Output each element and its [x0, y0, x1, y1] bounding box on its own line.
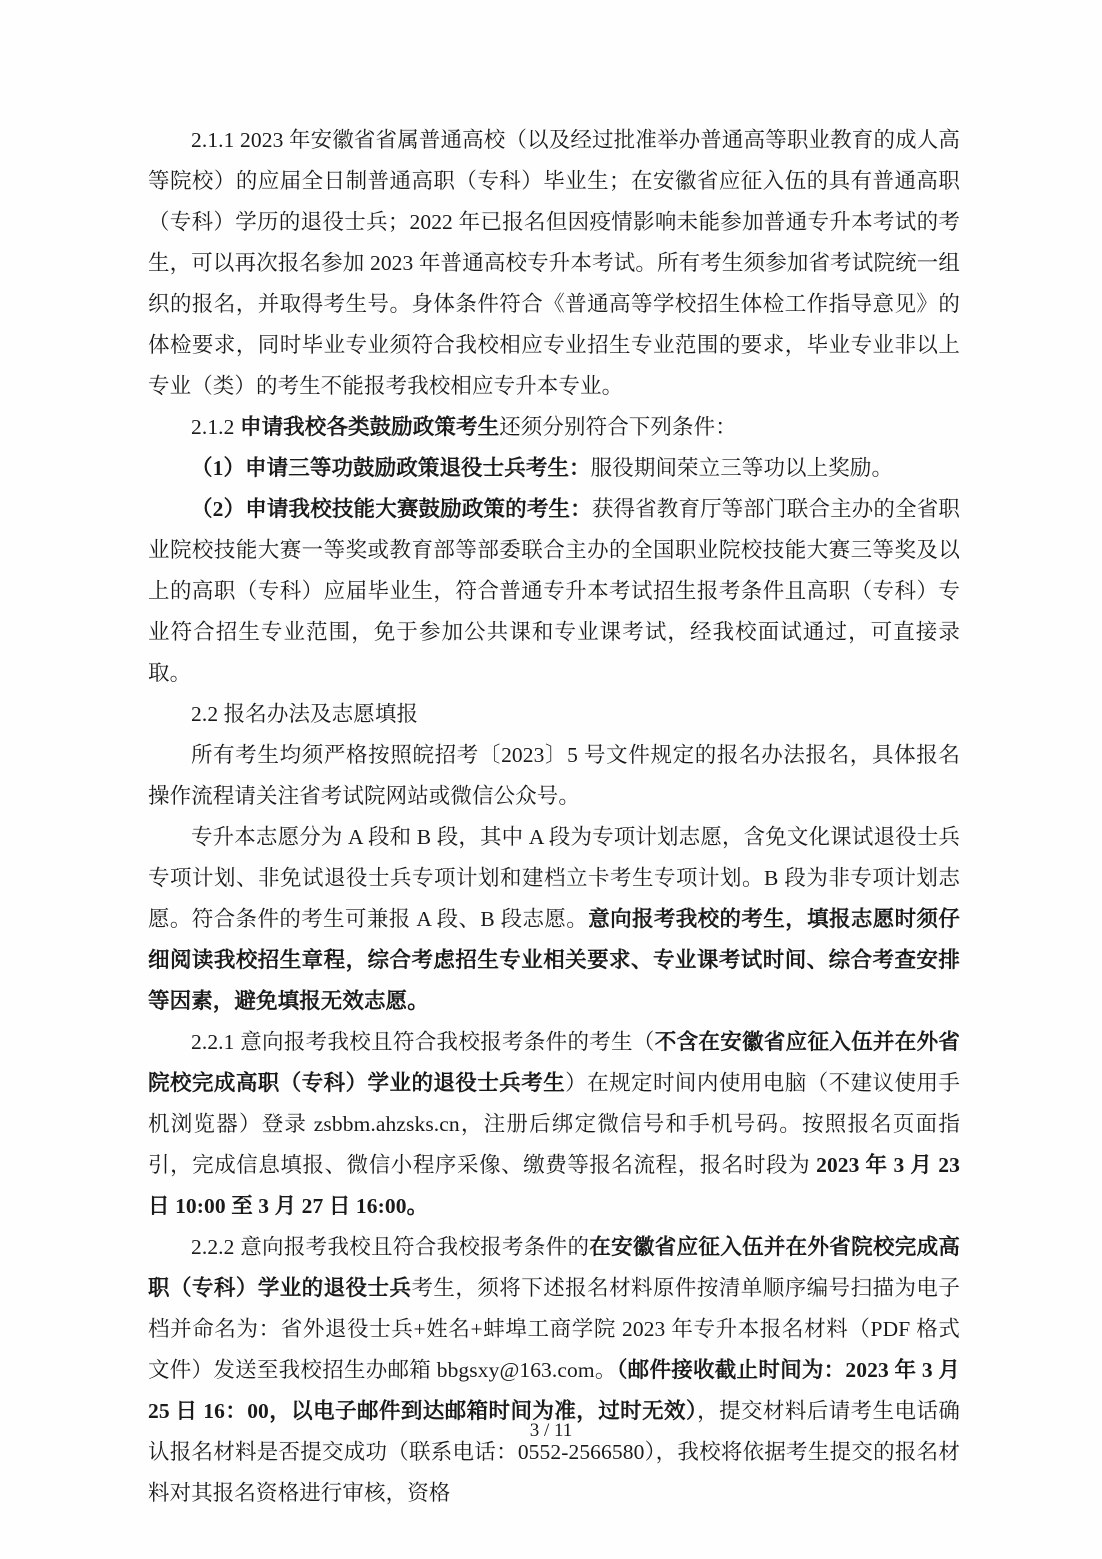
text-run-emphasis: （邮件接收截止时间为：2023 年 3 月 25 日 16：00，以电子邮件到达邮箱时间为准，过时无效） — [148, 1358, 960, 1423]
page-body — [148, 120, 960, 1514]
text-run: 服役期间荣立三等功以上奖励。 — [590, 456, 894, 480]
text-run-emphasis: 意向报考我校的考生，填报志愿时须仔细阅读我校招生章程，综合考虑招生专业相关要求、专业课考试时间、综合考查安排等因素，避免填报无效志愿。 — [148, 907, 961, 1013]
paragraph-p-2-2-body2 — [148, 817, 960, 1022]
text-run: 获得省教育厅等部门联合主办的全省职业院校技能大赛一等奖或教育部等部委联合主办的全国职业院校技能大赛三等奖及以上的高职（专科）应届毕业生，符合普通专升本考试招生报考条件且高职（专科）专业符合招生专业范围，免于参加公共课和专业课考试，经我校面试通过，可直接录取。 — [148, 497, 961, 685]
text-run-emphasis: 不含在安徽省应征入伍并在外省院校完成高职（专科）学业的退役士兵考生 — [148, 1030, 960, 1095]
text-run: 还须分别符合下列条件： — [499, 415, 737, 439]
text-run: 专升本志愿分为 A 段和 B 段，其中 A 段为专项计划志愿，含免文化课试退役士兵专项计划、非免试退役士兵专项计划和建档立卡考生专项计划。B 段为非专项计划志愿。符合条件的考生可兼报 A 段、B 段志愿。 — [148, 825, 960, 931]
page-number: 3 / 11 — [529, 1420, 573, 1441]
text-run: ，提交材料后请考生电话确认报名材料是否提交成功（联系电话：0552-2566580），我校将依据考生提交的报名材料对其报名资格进行审核，资格 — [148, 1399, 960, 1505]
paragraph-p-2-1-1 — [148, 120, 960, 407]
text-run: 2.2 报名办法及志愿填报 — [191, 702, 419, 726]
text-run: 考生，须将下述报名材料原件按清单顺序编号扫描为电子档并命名为：省外退役士兵+姓名+蚌埠工商学院 2023 年专升本报名材料（PDF 格式文件）发送至我校招生办邮箱 bbgsxy@163.com。 — [148, 1276, 960, 1382]
text-run: ）在规定时间内使用电脑（不建议使用手机浏览器）登录 zsbbm.ahzsks.cn，注册后绑定微信号和手机号码。按照报名页面指引，完成信息填报、微信小程序采像、缴费等报名流程，报名时段为 — [148, 1071, 960, 1177]
paragraph-p-2-2-2 — [148, 1227, 960, 1514]
text-run-emphasis: （1）申请三等功鼓励政策退役士兵考生： — [191, 456, 591, 480]
text-run: 2.2.1 意向报考我校且符合我校报考条件的考生（ — [191, 1030, 655, 1054]
text-run-emphasis: （2）申请我校技能大赛鼓励政策的考生： — [191, 497, 592, 521]
paragraph-p-2-1-2-2 — [148, 489, 960, 694]
text-run-emphasis: 2023 年 3 月 23 日 10:00 至 3 月 27 日 16:00。 — [148, 1153, 960, 1218]
text-run-emphasis: 在安徽省应征入伍并在外省院校完成高职（专科）学业的退役士兵 — [148, 1235, 960, 1300]
paragraph-p-2-2-1 — [148, 1022, 960, 1227]
text-run: 2.2.2 意向报考我校且符合我校报考条件的 — [191, 1235, 590, 1259]
paragraph-p-2-1-2 — [148, 407, 960, 448]
paragraph-p-2-1-2-1 — [148, 448, 960, 489]
text-run: 所有考生均须严格按照皖招考〔2023〕5 号文件规定的报名办法报名，具体报名操作流程请关注省考试院网站或微信公众号。 — [148, 743, 960, 808]
text-run-emphasis: 申请我校各类鼓励政策考生 — [239, 415, 500, 439]
paragraph-p-2-2-body1 — [148, 735, 960, 817]
paragraph-p-2-2-heading — [148, 694, 960, 735]
text-run: 2.1.2 — [191, 415, 240, 439]
text-run: 2.1.1 2023 年安徽省省属普通高校（以及经过批准举办普通高等职业教育的成人高等院校）的应届全日制普通高职（专科）毕业生；在安徽省应征入伍的具有普通高职（专科）学历的退役士兵；2022 年已报名但因疫情影响未能参加普通专升本考试的考生，可以再次报名参加 2023 年普通高校专升本考试。所有考生须参加省考试院统一组织的报名，并取得考生号。身体条件符合《普通高等学校招生体检工作指导意见》的体检要求，同时毕业专业须符合我校相应专业招生专业范围的要求，毕业专业非以上专业（类）的考生不能报考我校相应专升本专业。 — [148, 128, 960, 398]
